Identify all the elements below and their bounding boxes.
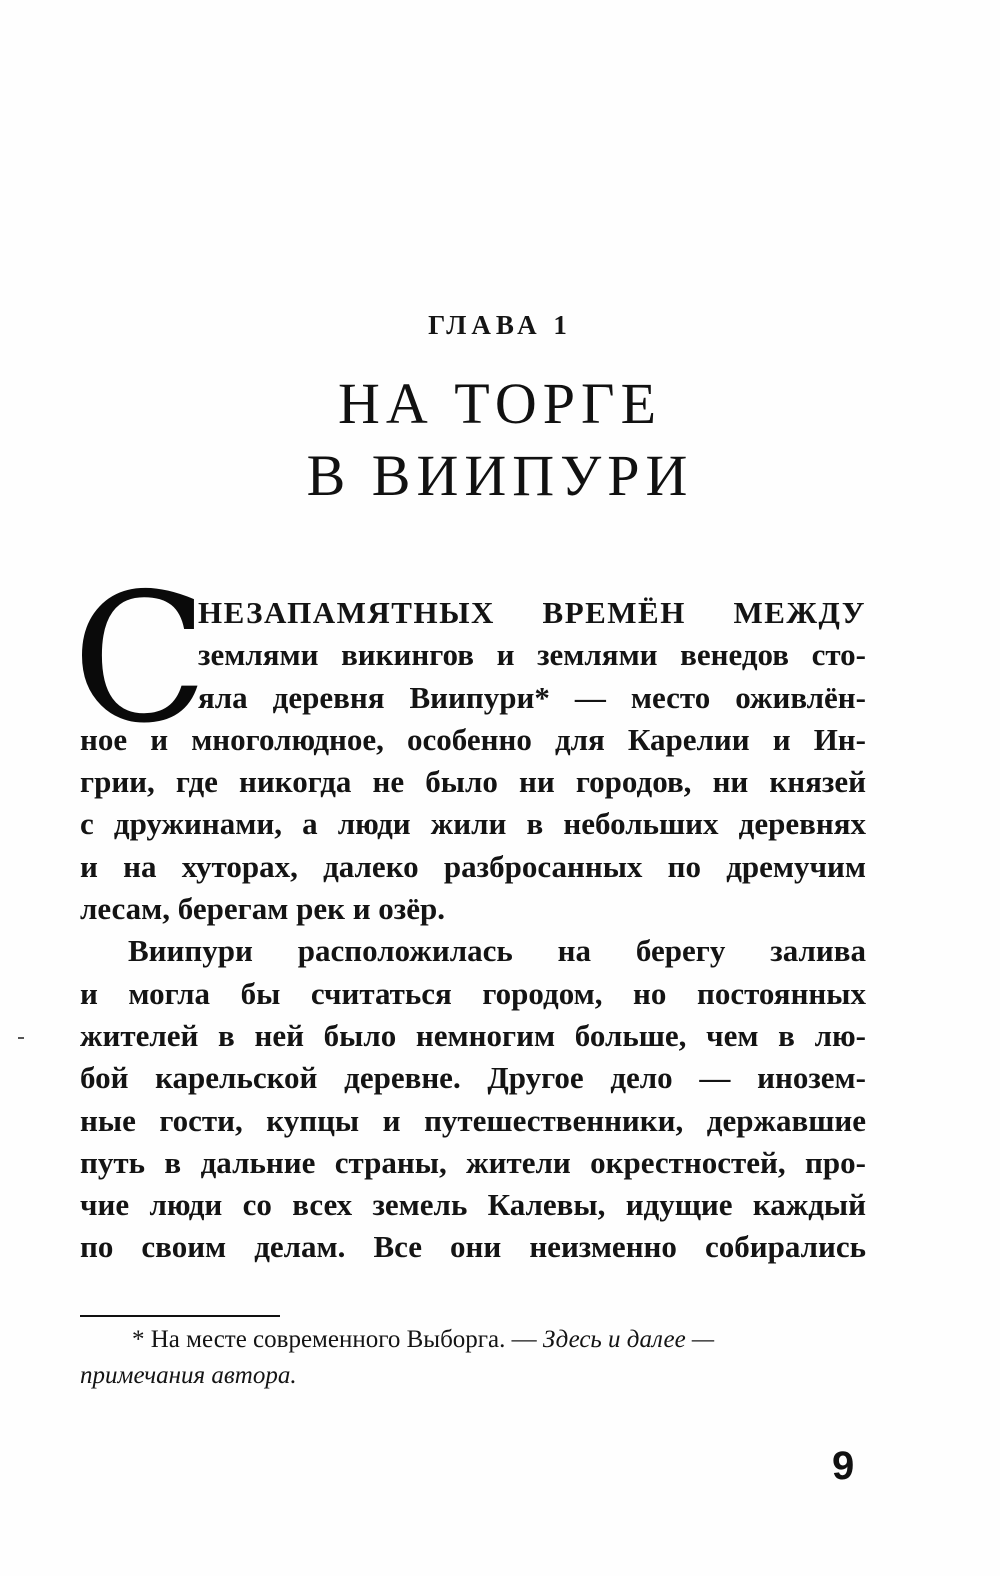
text-line: и на хуторах, далеко разбросанных по дремучим bbox=[80, 848, 866, 884]
drop-cap: С bbox=[72, 555, 209, 762]
footnote-line-1 bbox=[80, 1322, 872, 1358]
chapter-label: ГЛАВА 1 bbox=[428, 310, 572, 340]
chapter-title bbox=[0, 368, 1000, 512]
footnote-divider bbox=[80, 1315, 280, 1317]
text-line: с дружинами, а люди жили в небольших деревнях bbox=[80, 806, 866, 842]
chapter-title-line-2: В ВИИПУРИ bbox=[306, 443, 694, 508]
text-line: землями викингов и землями венедов сто- bbox=[198, 637, 866, 673]
text-line: грии, где никогда не было ни городов, ни князей bbox=[80, 764, 866, 800]
body-text bbox=[80, 592, 866, 1269]
footnote-text: На месте современного Выборга. — bbox=[150, 1326, 537, 1353]
text-line: НЕЗАПАМЯТНЫХ ВРЕМЁН МЕЖДУ bbox=[198, 595, 866, 630]
text-line: ное и многолюдное, особенно для Карелии и Ин- bbox=[80, 721, 866, 757]
text-line: по своим делам. Все они неизменно собирались bbox=[80, 1229, 866, 1265]
text-line: бой карельской деревне. Другое дело — инозем- bbox=[80, 1060, 866, 1096]
footnote-line-2: примечания автора. bbox=[80, 1362, 297, 1389]
text-line: жителей в ней было немногим больше, чем в лю- bbox=[80, 1017, 866, 1053]
chapter-title-line-1: НА ТОРГЕ bbox=[337, 371, 663, 436]
text-line: яла деревня Виипури* — место оживлён- bbox=[198, 679, 866, 715]
margin-mark bbox=[18, 1037, 24, 1039]
footnote-marker: * bbox=[132, 1326, 145, 1353]
text-line: путь в дальние страны, жители окрестностей, про- bbox=[80, 1144, 866, 1180]
text-line: Виипури расположилась на берегу залива bbox=[128, 933, 866, 969]
page-number: 9 bbox=[832, 1444, 855, 1488]
text-line: ные гости, купцы и путешественники, державшие bbox=[80, 1102, 866, 1138]
footnote-italic: Здесь и далее — bbox=[542, 1326, 715, 1353]
text-line: лесам, берегам рек и озёр. bbox=[80, 891, 446, 927]
text-line: и могла бы считаться городом, но постоянных bbox=[80, 975, 866, 1011]
footnote bbox=[80, 1322, 872, 1394]
text-line: чие люди со всех земель Калевы, идущие каждый bbox=[80, 1187, 866, 1223]
